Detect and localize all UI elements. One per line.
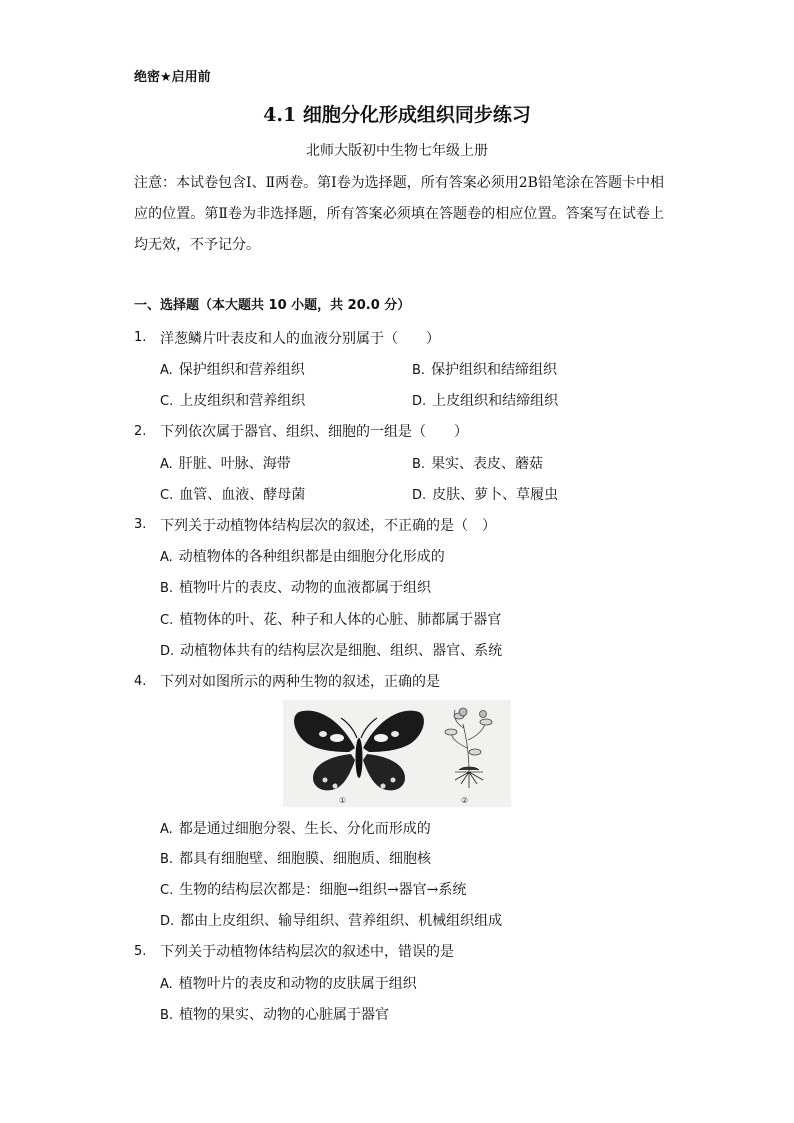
option-text: 植物体的叶、花、种子和人体的心脏、肺都属于器官	[179, 612, 502, 628]
figure-label-1: ①	[339, 796, 347, 805]
page-title: 4.1 细胞分化形成组织同步练习	[263, 104, 531, 126]
option-letter: C.	[160, 883, 174, 898]
option-text: 植物的果实、动物的心脏属于器官	[179, 1007, 390, 1023]
option-b[interactable]	[160, 577, 431, 597]
option-text: 动植物体共有的结构层次是细胞、组织、器官、系统	[180, 643, 503, 659]
option-letter: A.	[160, 363, 173, 378]
question-number: 1.	[134, 330, 147, 345]
option-b[interactable]	[412, 359, 557, 379]
option-a[interactable]	[160, 546, 445, 566]
option-b[interactable]	[160, 1004, 389, 1024]
figure-label-2: ②	[461, 796, 469, 805]
option-text: 植物叶片的表皮和动物的皮肤属于组织	[178, 976, 417, 992]
option-d[interactable]	[412, 390, 558, 410]
option-c[interactable]	[160, 484, 305, 504]
option-a[interactable]	[160, 818, 431, 838]
option-letter: D.	[412, 488, 427, 503]
option-a[interactable]	[160, 973, 417, 993]
option-text: 上皮组织和结缔组织	[432, 393, 559, 409]
option-text: 植物叶片的表皮、动物的血液都属于组织	[179, 580, 432, 596]
option-text: 皮肤、萝卜、草履虫	[432, 487, 559, 503]
question-stem: 洋葱鳞片叶表皮和人的血液分别属于（ ）	[160, 331, 440, 347]
option-letter: D.	[412, 394, 427, 409]
option-text: 果实、表皮、蘑菇	[431, 456, 544, 472]
secret-label: 绝密★启用前	[134, 70, 211, 85]
question-number: 3.	[134, 517, 147, 532]
option-text: 都是通过细胞分裂、生长、分化而形成的	[178, 821, 431, 837]
question-stem: 下列关于动植物体结构层次的叙述，不正确的是（ ）	[160, 518, 496, 534]
option-text: 保护组织和结缔组织	[431, 362, 558, 378]
option-d[interactable]	[160, 640, 502, 660]
option-letter: C.	[160, 394, 174, 409]
option-letter: B.	[160, 581, 174, 596]
exam-notice: 注意：本试卷包含Ⅰ、Ⅱ两卷。第Ⅰ卷为选择题，所有答案必须用2B铅笔涂在答题卡中相应的位置。第Ⅱ卷为非选择题，所有答案必须填在答题卷的相应位置。答案写在试卷上均无效，不予记分。	[134, 175, 664, 253]
option-c[interactable]	[160, 879, 466, 899]
option-letter: D.	[160, 644, 175, 659]
figure-image	[283, 700, 511, 807]
question-figure	[283, 700, 511, 807]
option-text: 动植物体的各种组织都是由细胞分化形成的	[178, 549, 445, 565]
option-letter: B.	[412, 457, 426, 472]
question-stem: 下列关于动植物体结构层次的叙述中，错误的是	[160, 944, 454, 960]
option-letter: C.	[160, 488, 174, 503]
option-text: 上皮组织和营养组织	[179, 393, 306, 409]
option-letter: D.	[160, 914, 175, 929]
option-letter: B.	[412, 363, 426, 378]
option-letter: A.	[160, 977, 173, 992]
question-number: 5.	[134, 944, 147, 959]
page-subtitle: 北师大版初中生物七年级上册	[306, 143, 488, 159]
option-text: 都由上皮组织、输导组织、营养组织、机械组织组成	[180, 913, 503, 929]
question-stem: 下列对如图所示的两种生物的叙述，正确的是	[160, 674, 440, 690]
question-stem: 下列依次属于器官、组织、细胞的一组是（ ）	[160, 424, 468, 440]
option-letter: B.	[160, 852, 174, 867]
option-letter: C.	[160, 613, 174, 628]
option-c[interactable]	[160, 390, 305, 410]
option-b[interactable]	[412, 453, 543, 473]
option-a[interactable]	[160, 453, 291, 473]
option-text: 血管、血液、酵母菌	[179, 487, 306, 503]
option-letter: A.	[160, 550, 173, 565]
option-d[interactable]	[412, 484, 558, 504]
butterfly-illustration	[294, 711, 424, 791]
question-number: 4.	[134, 674, 147, 689]
section-heading: 一、选择题（本大题共 10 小题，共 20.0 分）	[134, 298, 411, 313]
option-b[interactable]	[160, 848, 431, 868]
option-text: 都具有细胞壁、细胞膜、细胞质、细胞核	[179, 851, 432, 867]
option-letter: A.	[160, 457, 173, 472]
question-number: 2.	[134, 424, 147, 439]
option-text: 生物的结构层次都是：细胞→组织→器官→系统	[179, 882, 467, 898]
option-a[interactable]	[160, 359, 305, 379]
option-letter: B.	[160, 1008, 174, 1023]
option-d[interactable]	[160, 910, 502, 930]
option-letter: A.	[160, 822, 173, 837]
plant-illustration	[445, 708, 492, 788]
option-text: 肝脏、叶脉、海带	[178, 456, 291, 472]
option-c[interactable]	[160, 609, 501, 629]
option-text: 保护组织和营养组织	[178, 362, 305, 378]
